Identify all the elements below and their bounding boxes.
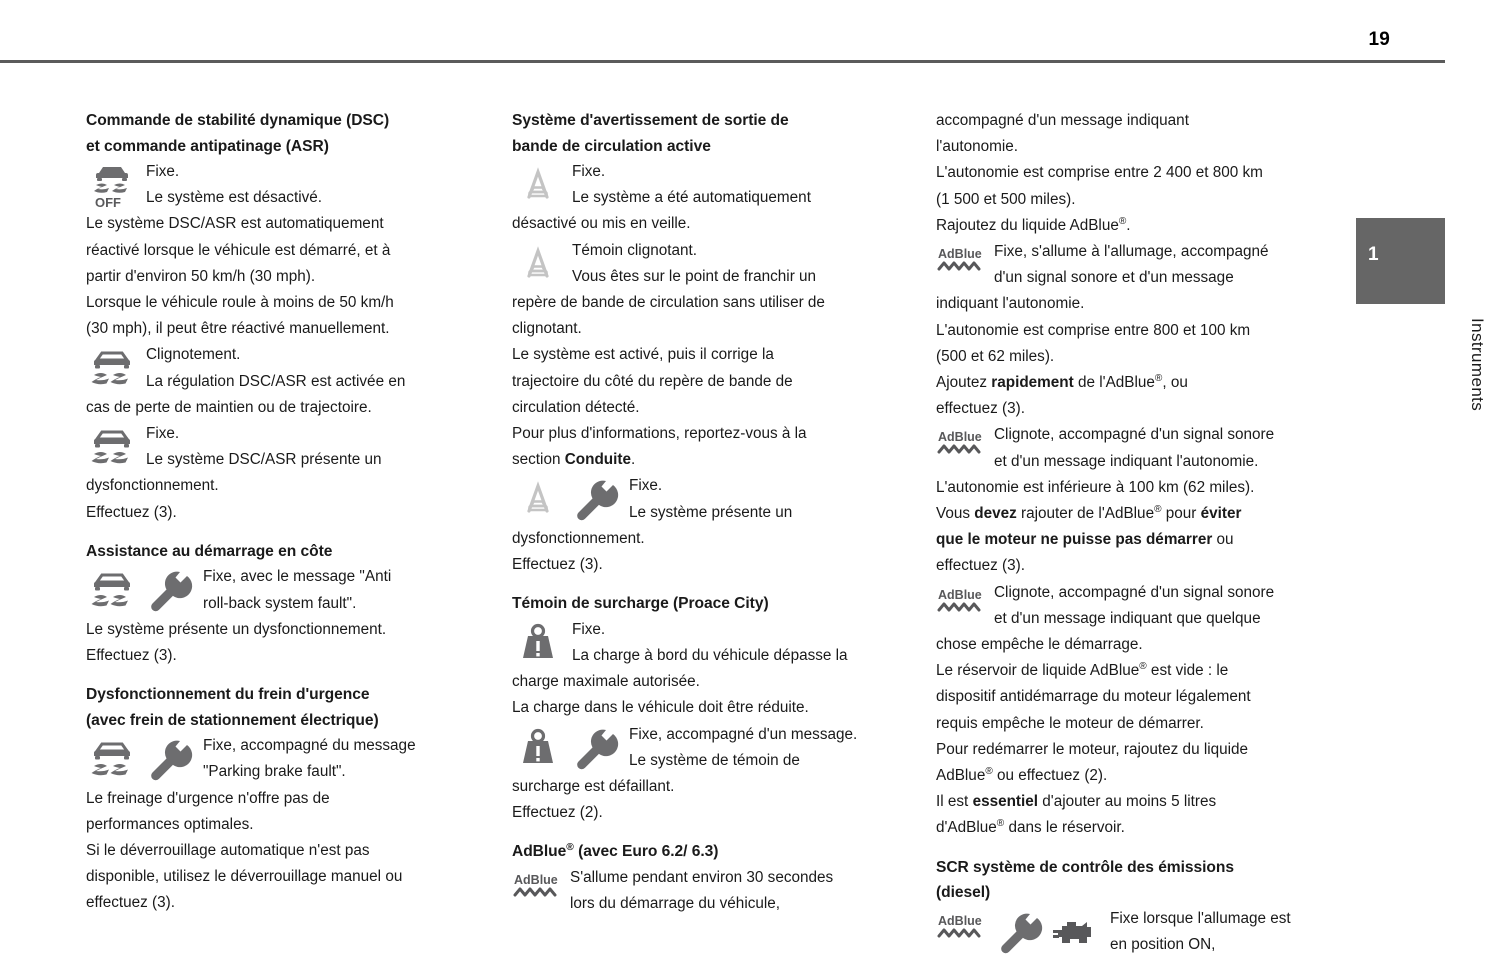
dsc-para1-line3: partir d'environ 50 km/h (30 mph). (86, 267, 316, 285)
adblue-refill-note (936, 213, 1333, 239)
adblue-essential-line2 (936, 815, 1333, 841)
svg-text:AdBlue: AdBlue (938, 587, 982, 602)
adblue-must-add-line1 (936, 501, 1333, 527)
heading-adblue-euro-suffix: (avec Euro 6.2/ 6.3) (573, 843, 719, 861)
lane-para-line1: Le système est activé, puis il corrige la (512, 346, 774, 364)
dsc-fault-desc: Le système DSC/ASR présente un (146, 451, 382, 469)
lane-blink-state: Témoin clignotant. (572, 241, 697, 259)
dsc-blink-cont: cas de perte de maintien ou de trajectoire. (86, 398, 372, 416)
heading-emergency-brake-fault (86, 682, 483, 733)
dsc-off-desc: Le système est désactivé. (146, 189, 322, 207)
indicator-lane-blinking (512, 238, 909, 290)
adblue-range2-line1: L'autonomie est comprise entre 800 et 100 km (936, 321, 1251, 339)
hill-fault-line1: Fixe, avec le message "Anti (203, 568, 392, 586)
heading-dsc-line2: et commande antipatinage (ASR) (86, 137, 329, 155)
tank-suffix: est vide : le (1146, 662, 1229, 680)
must-emphasis: devez (974, 505, 1017, 523)
indicator-lane-fault (512, 473, 909, 525)
heading-scr-line1: SCR système de contrôle des émissions (936, 858, 1235, 876)
adblue-restart-line2 (936, 763, 1333, 789)
wrench-icon (568, 722, 620, 774)
content-column-1 (86, 108, 483, 917)
must-emphasis2: éviter (1200, 505, 1242, 523)
indicator-overload-fault (512, 722, 909, 774)
indicator-hill-start-fault (86, 564, 483, 616)
overload-cont1: charge maximale autorisée. (512, 673, 700, 691)
overload-cont2: La charge dans le véhicule doit être réduite. (512, 699, 809, 717)
must-emphasis3: que le moteur ne puisse pas démarrer (936, 531, 1213, 549)
adblue-steady-line1: Fixe, s'allume à l'allumage, accompagné (994, 243, 1269, 261)
adblue-cont-line2: l'autonomie. (936, 138, 1019, 156)
lane-info-prefix: section (512, 451, 565, 469)
dsc-para2-line2: (30 mph), il peut être réactivé manuellement. (86, 320, 390, 338)
indicator-adblue-flashing-nostart (936, 580, 1333, 632)
dsc-car-skid-icon (86, 564, 138, 616)
engine-icon (1048, 906, 1100, 958)
heading-dsc-line1: Commande de stabilité dynamique (DSC) (86, 112, 390, 129)
overload-effectuez: Effectuez (2). (512, 804, 603, 822)
wrench-icon (568, 473, 620, 525)
overload-weight-icon (512, 722, 564, 774)
registered-mark: ® (985, 765, 993, 777)
lane-effectuez: Effectuez (3). (512, 556, 603, 574)
overload-desc: La charge à bord du véhicule dépasse la (572, 646, 848, 664)
heading-dsc-asr (86, 108, 483, 159)
lane-para-line3: circulation détecté. (512, 398, 640, 416)
registered-mark: ® (1118, 215, 1127, 227)
add-suffix: , ou (1162, 374, 1188, 392)
page-number: 19 (1368, 29, 1390, 50)
dsc-para1-line2: réactivé lorsque le véhicule est démarré, et à (86, 241, 391, 259)
adblue-range1-line2: (1 500 et 500 miles). (936, 190, 1076, 208)
adblue-restart-line1: Pour redémarrer le moteur, rajoutez du liquide (936, 740, 1249, 758)
registered-mark: ® (1139, 661, 1147, 673)
indicator-lane-standby (512, 159, 909, 211)
wrench-icon (142, 733, 194, 785)
adblue-icon (936, 906, 988, 958)
adblue-nostart-cont: chose empêche le démarrage. (936, 636, 1143, 654)
restart-prefix: AdBlue (936, 767, 986, 785)
adblue-icon (936, 422, 988, 474)
heading-lane-line2: bande de circulation active (512, 137, 711, 155)
adblue-startup-line2: lors du démarrage du véhicule, (570, 895, 781, 913)
registered-mark: ® (566, 842, 574, 854)
spacer (86, 669, 483, 682)
adblue-must-add-line2 (936, 527, 1333, 553)
chapter-tab-label: Instruments (1468, 318, 1487, 412)
add-prefix: Ajoutez (936, 374, 992, 392)
dsc-car-skid-icon (86, 733, 138, 785)
adblue-must-add-line3: effectuez (3). (936, 557, 1025, 575)
dsc-off-icon (86, 159, 138, 211)
svg-text:AdBlue: AdBlue (938, 430, 982, 445)
adblue-nostart-line2: et d'un message indiquant que quelque (994, 609, 1261, 627)
svg-text:AdBlue: AdBlue (938, 913, 982, 928)
heading-brake-line1: Dysfonctionnement du frein d'urgence (86, 686, 370, 704)
tank-prefix: Le réservoir de liquide AdBlue (936, 662, 1140, 680)
lane-departure-icon (512, 473, 564, 525)
must-middle2: pour (1161, 505, 1201, 523)
adblue-startup-line1: S'allume pendant environ 30 secondes (570, 868, 834, 886)
indicator-scr-fault (936, 906, 1333, 958)
lane-fault-cont: dysfonctionnement. (512, 529, 645, 547)
essential-emphasis: essentiel (972, 793, 1039, 811)
spacer (86, 526, 483, 539)
wrench-icon (992, 906, 1044, 958)
restart-suffix: ou effectuez (2). (992, 767, 1108, 785)
indicator-dsc-fault (86, 421, 483, 473)
add-emphasis: rapidement (991, 374, 1074, 392)
wrench-icon (142, 564, 194, 616)
brake-cont5: effectuez (3). (86, 894, 175, 912)
content-column-2 (512, 108, 909, 917)
indicator-dsc-off (86, 159, 483, 211)
lane-para-line2: trajectoire du côté du repère de bande de (512, 372, 793, 390)
spacer (512, 826, 909, 839)
adblue-tank-empty-line2: dispositif antidémarrage du moteur légalement (936, 688, 1251, 706)
adblue-steady-line2: d'un signal sonore et d'un message (994, 269, 1234, 287)
adblue-flashing-line1: Clignote, accompagné d'un signal sonore (994, 426, 1275, 444)
registered-mark: ® (1154, 372, 1163, 384)
dsc-fault-cont: dysfonctionnement. (86, 477, 219, 495)
adblue-flashing-line2: et d'un message indiquant l'autonomie. (994, 452, 1259, 470)
indicator-dsc-blinking (86, 342, 483, 394)
brake-cont1: Le freinage d'urgence n'offre pas de (86, 789, 330, 807)
registered-mark: ® (996, 818, 1005, 830)
lane-blink-cont2: clignotant. (512, 320, 582, 338)
page-header (0, 0, 1445, 64)
adblue-essential-line1 (936, 789, 1333, 815)
lane-standby-cont: désactivé ou mis en veille. (512, 215, 691, 233)
heading-overload-warning: Témoin de surcharge (Proace City) (512, 595, 769, 613)
adblue-nostart-line1: Clignote, accompagné d'un signal sonore (994, 583, 1275, 601)
lane-info-line1: Pour plus d'informations, reportez-vous à la (512, 425, 807, 443)
add-middle: de l'AdBlue (1073, 374, 1155, 392)
indicator-adblue-startup (512, 865, 909, 917)
overload-fault-line2: Le système de témoin de (629, 751, 800, 769)
essential-suffix: d'ajouter au moins 5 litres (1038, 793, 1217, 811)
lane-standby-desc: Le système a été automatiquement (572, 189, 811, 207)
adblue-cont-line1: accompagné d'un message indiquant (936, 112, 1189, 129)
overload-fault-line1: Fixe, accompagné d'un message. (629, 725, 858, 743)
must-suffix: ou (1212, 531, 1234, 549)
indicator-parking-brake-fault (86, 733, 483, 785)
dsc-effectuez: Effectuez (3). (86, 503, 177, 521)
heading-brake-line2: (avec frein de stationnement électrique) (86, 711, 379, 729)
adblue-range2-line2: (500 et 62 miles). (936, 347, 1055, 365)
dsc-blink-desc: La régulation DSC/ASR est activée en (146, 372, 406, 390)
dsc-blink-state: Clignotement. (146, 346, 241, 364)
lane-standby-state: Fixe. (572, 163, 606, 180)
dsc-car-skid-icon (86, 342, 138, 394)
svg-text:AdBlue: AdBlue (938, 247, 982, 262)
lane-info-suffix: . (631, 451, 636, 469)
adblue-icon (936, 239, 988, 291)
svg-text:AdBlue: AdBlue (514, 872, 558, 887)
adblue-refill-prefix: Rajoutez du liquide AdBlue (936, 216, 1119, 234)
scr-fault-line2: en position ON, (1110, 935, 1216, 953)
heading-lane-departure-warning (512, 108, 909, 159)
dsc-fault-state: Fixe. (146, 425, 180, 443)
adblue-icon (512, 865, 564, 917)
hill-fault-line2: roll-back system fault". (203, 594, 357, 612)
essential-prefix: Il est (936, 793, 973, 811)
indicator-adblue-flashing-range (936, 422, 1333, 474)
lane-blink-desc: Vous êtes sur le point de franchir un (572, 267, 817, 285)
scr-fault-line1: Fixe lorsque l'allumage est (1110, 909, 1291, 927)
adblue-add-quickly-line1 (936, 370, 1333, 396)
lane-fault-desc: Le système présente un (629, 503, 793, 521)
header-rule (0, 60, 1445, 63)
overload-state: Fixe. (572, 620, 606, 638)
indicator-overload (512, 617, 909, 669)
spacer (512, 578, 909, 591)
adblue-icon (936, 580, 988, 632)
heading-adblue-euro (512, 839, 909, 865)
overload-weight-icon (512, 617, 564, 669)
lane-fault-state: Fixe. (629, 477, 663, 495)
dsc-off-state: Fixe. (146, 163, 180, 180)
content-column-3 (936, 108, 1333, 958)
adblue-tank-empty-line1 (936, 658, 1333, 684)
lane-departure-icon (512, 238, 564, 290)
lane-departure-icon (512, 159, 564, 211)
dsc-para2-line1: Lorsque le véhicule roule à moins de 50 km/h (86, 294, 394, 312)
adblue-range3: L'autonomie est inférieure à 100 km (62 miles). (936, 478, 1255, 496)
heading-hill-start-assist: Assistance au démarrage en côte (86, 542, 333, 560)
lane-info-section-name: Conduite (564, 451, 631, 469)
brake-fault-line2: "Parking brake fault". (203, 763, 346, 781)
hill-fault-cont: Le système présente un dysfonctionnement. (86, 620, 387, 638)
spacer (936, 842, 1333, 855)
heading-scr-line2: (diesel) (936, 884, 991, 902)
adblue-add-quickly-line2: effectuez (3). (936, 400, 1025, 418)
essential-l2-suffix: dans le réservoir. (1004, 819, 1125, 837)
chapter-tab-number: 1 (1368, 244, 1379, 265)
must-middle: rajouter de l'AdBlue (1016, 505, 1155, 523)
chapter-tab (1356, 218, 1445, 304)
heading-lane-line1: Système d'avertissement de sortie de (512, 112, 789, 129)
dsc-car-skid-icon (86, 421, 138, 473)
brake-cont3: Si le déverrouillage automatique n'est pas (86, 841, 370, 859)
heading-scr-emissions (936, 855, 1333, 906)
adblue-range1-line1: L'autonomie est comprise entre 2 400 et 800 km (936, 164, 1263, 182)
indicator-adblue-steady (936, 239, 1333, 291)
adblue-refill-suffix: . (1126, 216, 1131, 234)
adblue-steady-cont: indiquant l'autonomie. (936, 295, 1085, 313)
brake-cont2: performances optimales. (86, 815, 254, 833)
lane-info-line2 (512, 447, 909, 473)
svg-text:OFF: OFF (95, 195, 121, 210)
essential-l2-prefix: d'AdBlue (936, 819, 997, 837)
adblue-tank-empty-line3: requis empêche le moteur de démarrer. (936, 714, 1204, 732)
lane-blink-cont1: repère de bande de circulation sans utiliser de (512, 294, 825, 312)
brake-cont4: disponible, utilisez le déverrouillage manuel ou (86, 868, 403, 886)
must-prefix: Vous (936, 505, 975, 523)
registered-mark: ® (1154, 503, 1162, 515)
brake-fault-line1: Fixe, accompagné du message (203, 737, 416, 755)
hill-effectuez: Effectuez (3). (86, 646, 177, 664)
overload-fault-cont: surcharge est défaillant. (512, 777, 675, 795)
dsc-para1-line1: Le système DSC/ASR est automatiquement (86, 215, 384, 233)
heading-adblue-name: AdBlue (512, 843, 567, 861)
